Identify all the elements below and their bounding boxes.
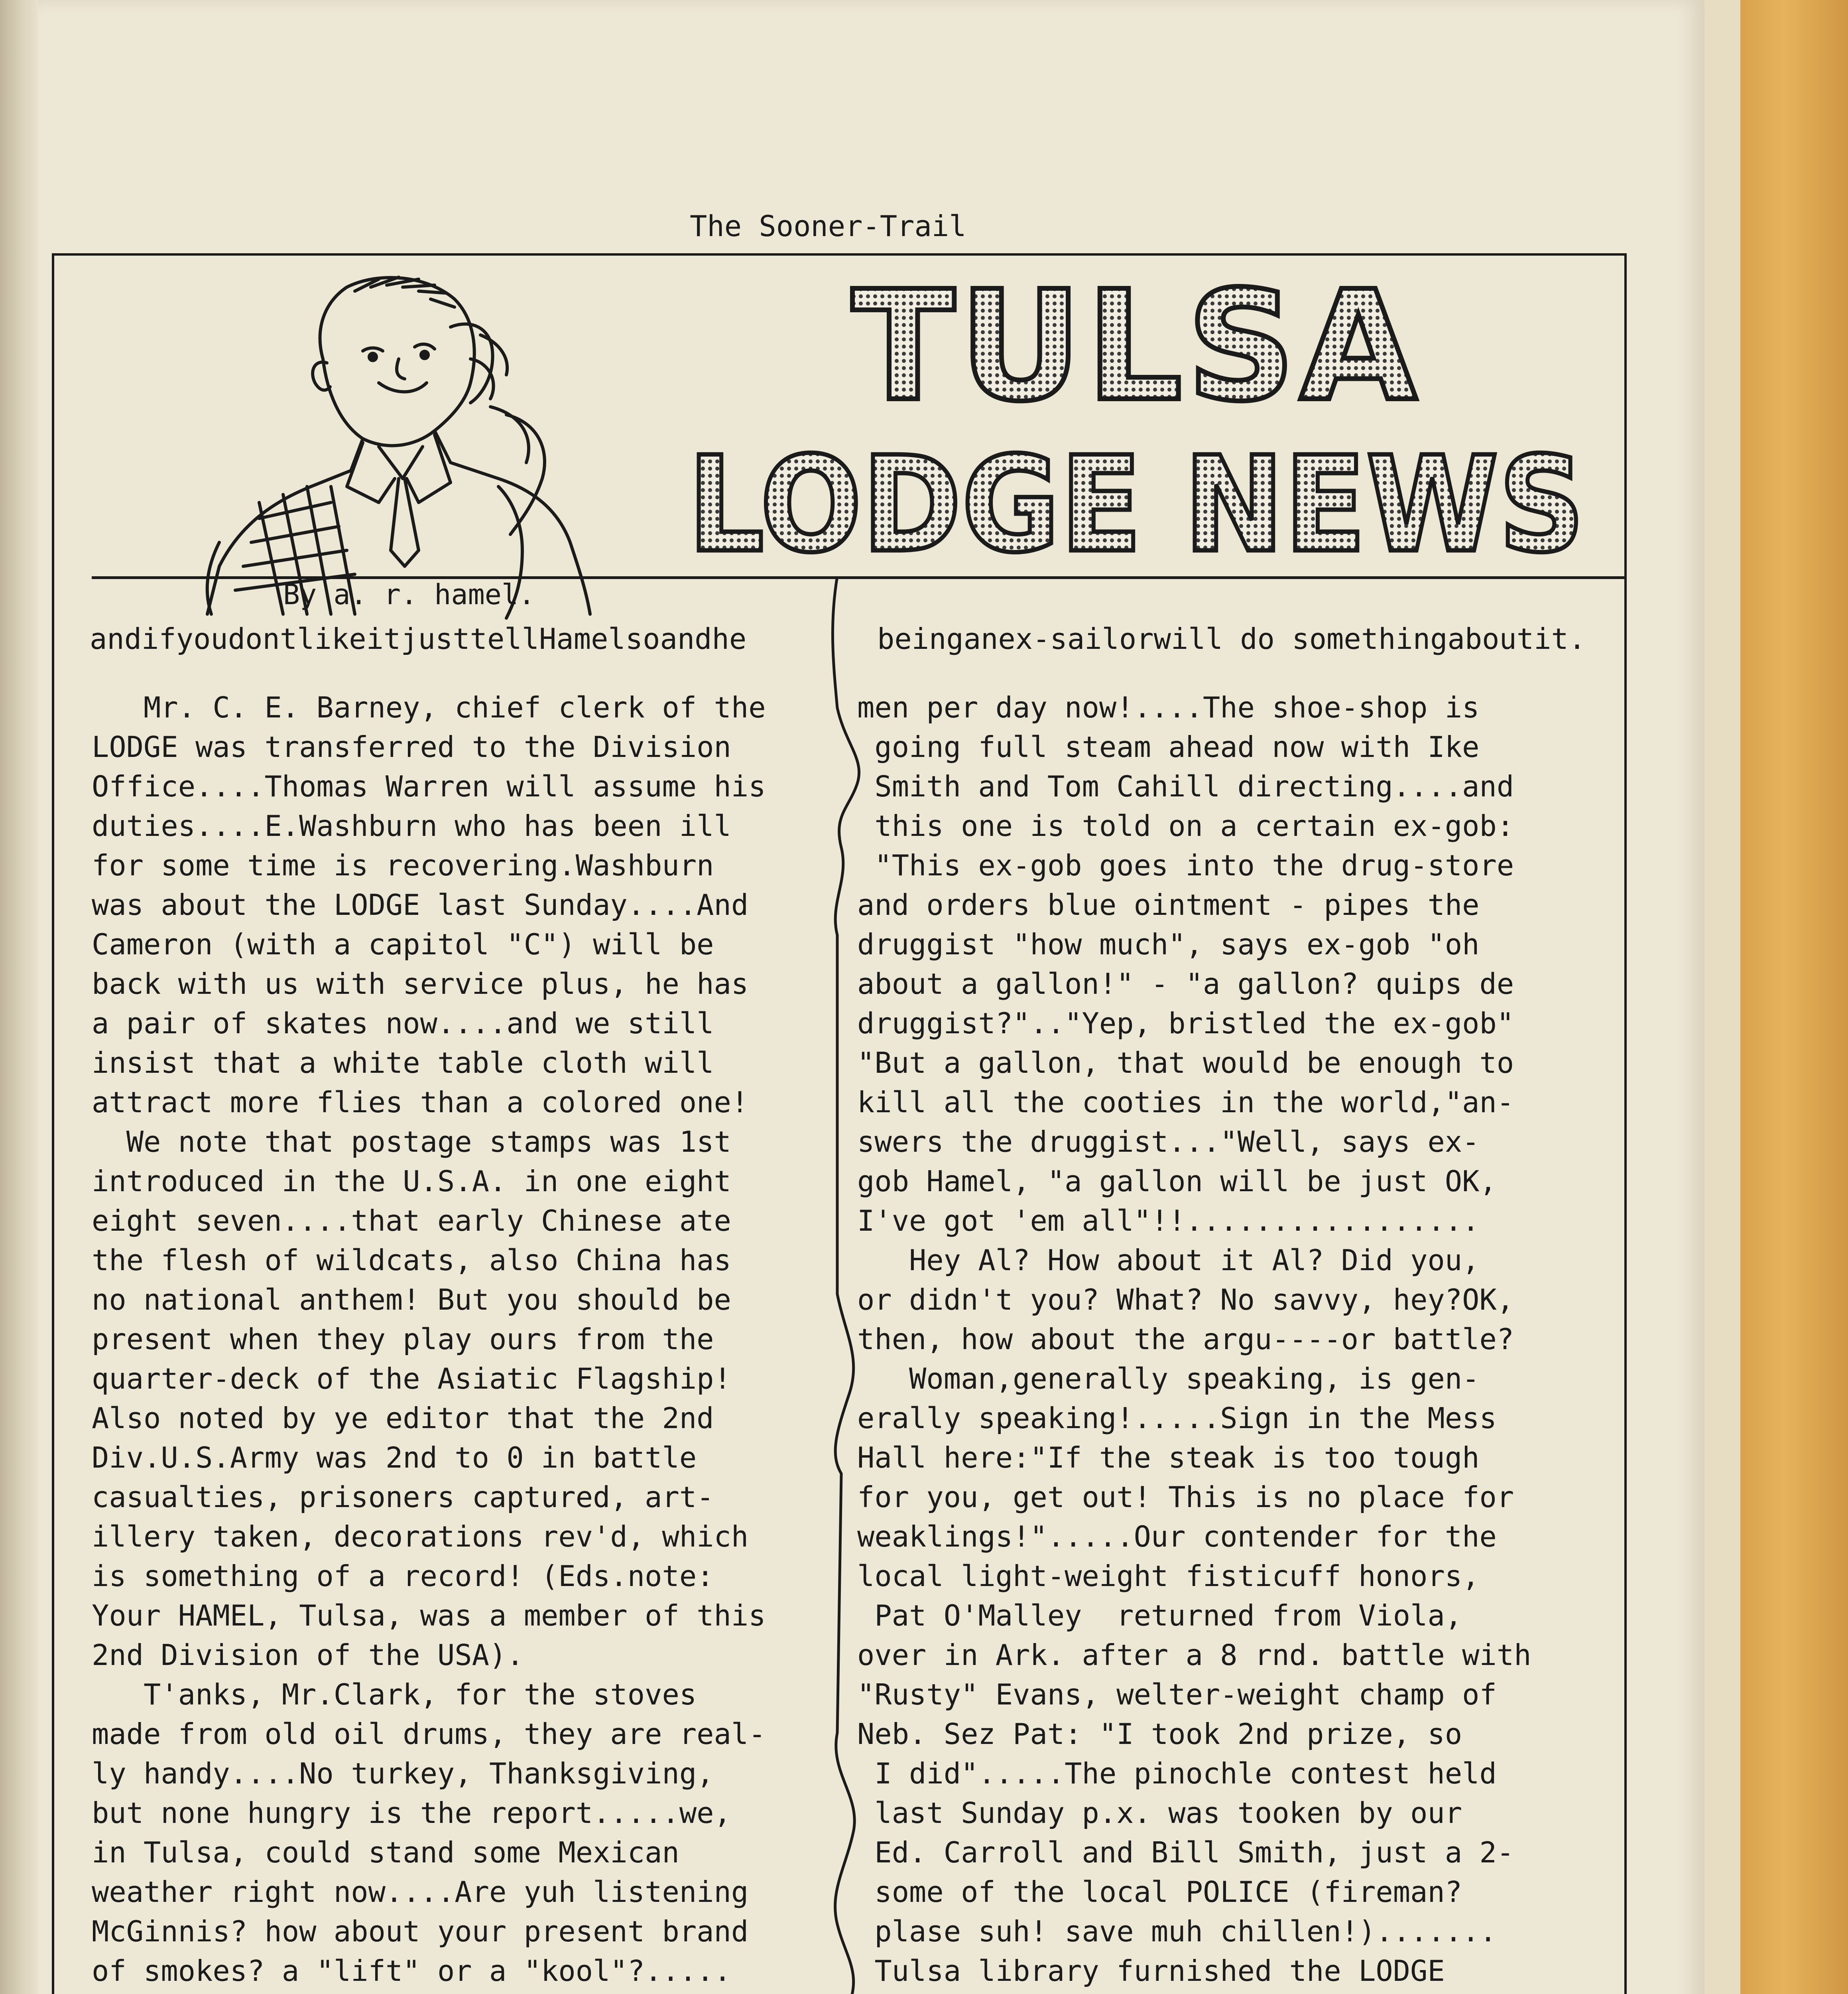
text-line: this one is told on a certain ex-gob: (857, 809, 1514, 843)
text-line: no national anthem! But you should be (92, 1283, 731, 1316)
text-line: but none hungry is the report.....we, (92, 1796, 731, 1830)
text-line: "This ex-gob goes into the drug-store (857, 849, 1514, 882)
text-line: then, how about the argu----or battle? (857, 1322, 1514, 1356)
text-line: last Sunday p.x. was tooken by our (857, 1796, 1462, 1830)
text-line: McGinnis? how about your present brand (92, 1915, 749, 1948)
text-line: Office....Thomas Warren will assume his (92, 770, 766, 803)
text-line: Hey Al? How about it Al? Did you, (857, 1243, 1480, 1277)
text-line: "Rusty" Evans, welter-weight champ of (857, 1678, 1497, 1711)
text-line (857, 1991, 1623, 1994)
text-line: Neb. Sez Pat: "I took 2nd prize, so (857, 1717, 1462, 1751)
text-line: Pat O'Malley returned from Viola, (857, 1599, 1462, 1632)
tagline-right: beinganex-sailorwill do somethingaboutit. (877, 622, 1586, 656)
text-line: over in Ark. after a 8 rnd. battle with (857, 1638, 1531, 1672)
text-line: the flesh of wildcats, also China has (92, 1243, 731, 1277)
text-line: ly handy....No turkey, Thanksgiving, (92, 1757, 714, 1790)
text-line: We note that postage stamps was 1st (92, 1125, 731, 1159)
text-line: present when they play ours from the (92, 1322, 714, 1356)
text-line: druggist?".."Yep, bristled the ex-gob" (857, 1007, 1514, 1040)
text-line: weaklings!".....Our contender for the (857, 1520, 1497, 1553)
text-line: some of the local POLICE (fireman? (857, 1875, 1462, 1909)
text-line: Cameron (with a capitol "C") will be (92, 928, 714, 961)
page-stack-edge (1704, 0, 1740, 1994)
text-line: Hall here:"If the steak is too tough (857, 1441, 1480, 1474)
text-line: LODGE was transferred to the Division (92, 730, 731, 764)
masthead-line2: LODGE NEWS (688, 428, 1585, 566)
text-line: Tulsa library furnished the LODGE (857, 1954, 1445, 1988)
text-line: men per day now!....The shoe-shop is (857, 691, 1480, 724)
text-line: druggist "how much", says ex-gob "oh (857, 928, 1480, 961)
right-column (857, 688, 1623, 1994)
text-line: or didn't you? What? No savvy, hey?OK, (857, 1283, 1514, 1316)
text-line: I've got 'em all"!!................. (857, 1204, 1480, 1237)
text-line: 2nd Division of the USA). (92, 1638, 524, 1672)
text-line: plase suh! save muh chillen!)....... (857, 1915, 1497, 1948)
text-line: made from old oil drums, they are real- (92, 1717, 766, 1751)
text-line: Woman,generally speaking, is gen- (857, 1362, 1480, 1395)
text-line: kill all the cooties in the world,"an- (857, 1086, 1514, 1119)
text-line: for you, get out! This is no place for (857, 1480, 1514, 1514)
folder-edge (1740, 0, 1848, 1994)
text-line: about a gallon!" - "a gallon? quips de (857, 967, 1514, 1001)
text-line: introduced in the U.S.A. in one eight (92, 1164, 731, 1198)
text-line: quarter-deck of the Asiatic Flagship! (92, 1362, 731, 1395)
tagline-left: andifyoudontlikeitjusttellHamelsoandhe (90, 622, 747, 656)
text-line: of smokes? a "lift" or a "kool"?..... (92, 1954, 731, 1988)
text-line: casualties, prisoners captured, art- (92, 1480, 714, 1514)
text-line: Your HAMEL, Tulsa, was a member of this (92, 1599, 766, 1632)
text-line: eight seven....that early Chinese ate (92, 1204, 731, 1237)
text-line: Also noted by ye editor that the 2nd (92, 1401, 714, 1435)
text-line: "But a gallon, that would be enough to (857, 1046, 1514, 1080)
text-line: gob Hamel, "a gallon will be just OK, (857, 1164, 1497, 1198)
text-line: T'anks, Mr.Clark, for the stoves (92, 1678, 697, 1711)
text-line: Div.U.S.Army was 2nd to 0 in battle (92, 1441, 697, 1474)
text-line: for some time is recovering.Washburn (92, 849, 714, 882)
text-line: is something of a record! (Eds.note: (92, 1559, 714, 1593)
text-line: a pair of skates now....and we still (92, 1007, 714, 1040)
text-line: and orders blue ointment - pipes the (857, 888, 1480, 922)
text-line: Mr. C. E. Barney, chief clerk of the (92, 691, 766, 724)
text-line (92, 1991, 849, 1994)
column-divider (813, 576, 893, 1994)
text-line: weather right now....Are yuh listening (92, 1875, 749, 1909)
text-line: swers the druggist..."Well, says ex- (857, 1125, 1480, 1159)
text-line: in Tulsa, could stand some Mexican (92, 1836, 679, 1869)
text-line: local light-weight fisticuff honors, (857, 1559, 1480, 1593)
masthead-line1: TULSA (852, 271, 1421, 435)
text-line: I did".....The pinochle contest held (857, 1757, 1497, 1790)
text-line: insist that a white table cloth will (92, 1046, 714, 1080)
left-column (92, 688, 849, 1994)
text-line: Ed. Carroll and Bill Smith, just a 2- (857, 1836, 1514, 1869)
text-line: Smith and Tom Cahill directing....and (857, 770, 1514, 803)
text-line: going full steam ahead now with Ike (857, 730, 1480, 764)
previous-page-edge (0, 0, 38, 1994)
masthead-title (678, 271, 1595, 566)
byline: By a. r. hamel. (283, 578, 535, 611)
man-on-telephone-icon (140, 263, 698, 622)
text-line: duties....E.Washburn who has been ill (92, 809, 731, 843)
text-line: attract more flies than a colored one! (92, 1086, 749, 1119)
text-line: illery taken, decorations rev'd, which (92, 1520, 749, 1553)
text-line: back with us with service plus, he has (92, 967, 749, 1001)
text-line: was about the LODGE last Sunday....And (92, 888, 749, 922)
publication-title: The Sooner-Trail (690, 209, 966, 243)
text-line: erally speaking!.....Sign in the Mess (857, 1401, 1497, 1435)
